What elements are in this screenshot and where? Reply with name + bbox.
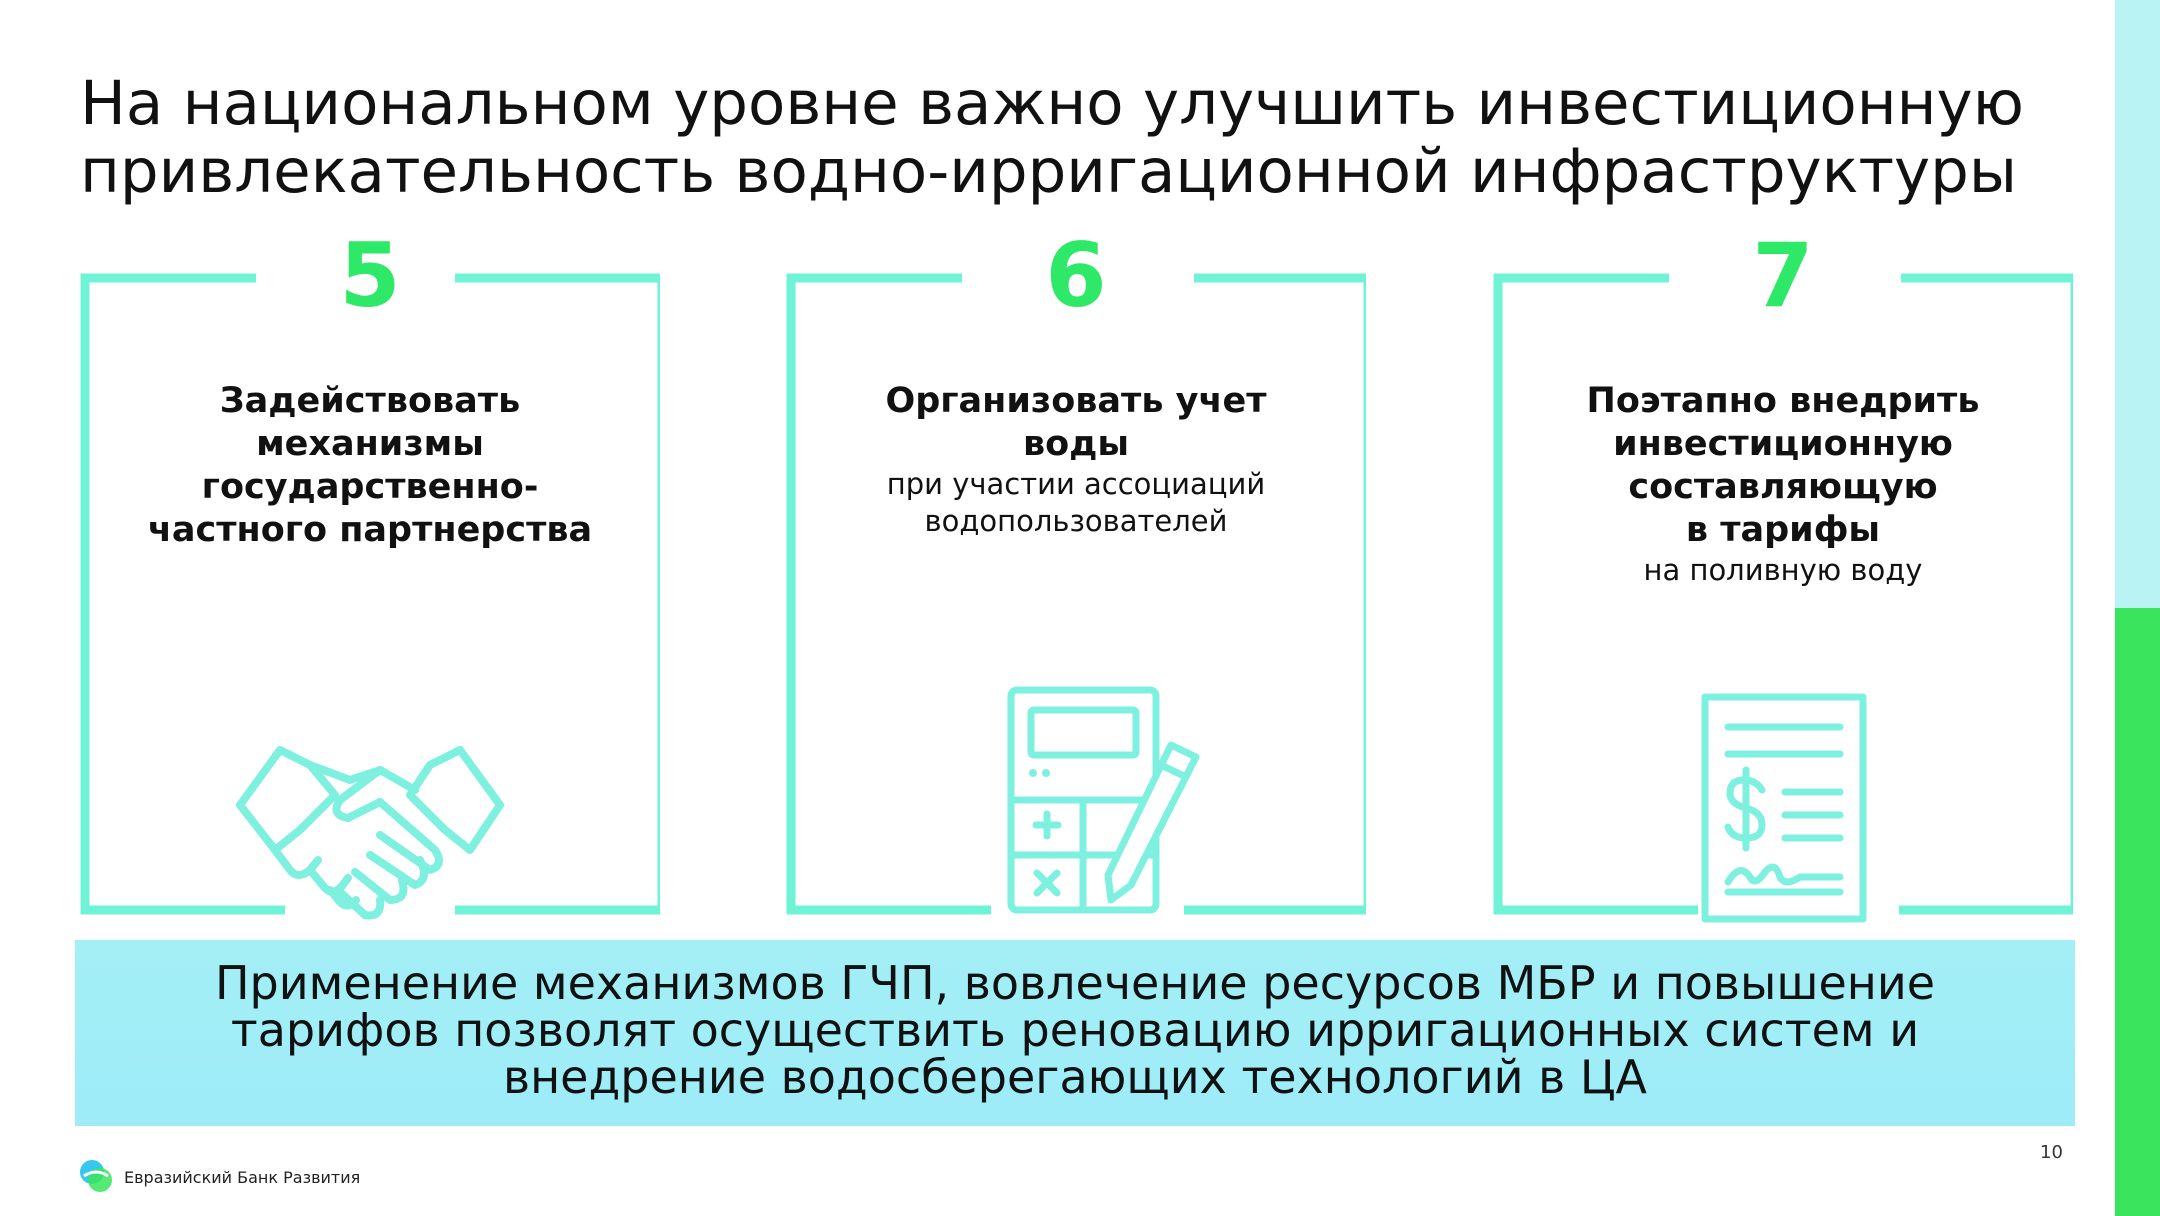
card-6-sub-1: при участии ассоциаций (886, 467, 1266, 501)
card-5-number: 5 (339, 224, 401, 327)
card-7-heading-3: составляющую (1628, 467, 1938, 507)
side-accent-bottom (2115, 608, 2160, 1216)
card-7-sub-1: на поливную воду (1643, 553, 1923, 587)
handshake-icon (230, 740, 510, 920)
banner-line-1: Применение механизмов ГЧП, вовлечение ресурсов МБР и повышение (214, 956, 1936, 1010)
card-7-text (1513, 380, 2053, 589)
card-7 (1493, 224, 2073, 916)
slide-title-line-1: На национальном уровне важно улучшить инвестиционную (80, 68, 2024, 139)
invoice-dollar-icon (1700, 692, 1870, 924)
card-7-number: 7 (1752, 224, 1814, 327)
card-7-heading-1: Поэтапно внедрить (1586, 381, 1980, 421)
banner-line-3: внедрение водосберегающих технологий в ЦА (502, 1050, 1648, 1104)
card-6-text (806, 380, 1346, 540)
slide-title (80, 70, 2080, 206)
calculator-pencil-icon (1006, 685, 1206, 915)
slide-title-line-2: привлекательность водно-ирригационной инфраструктуры (80, 136, 2018, 207)
side-accent-top (2115, 0, 2160, 608)
card-5-text (100, 380, 640, 552)
edb-logo-icon (78, 1158, 114, 1194)
card-5-heading-3: государственно- (201, 467, 539, 507)
banner-line-2: тарифов позволят осуществить реновацию ирригационных систем и (230, 1003, 1920, 1057)
card-6-number: 6 (1045, 224, 1107, 327)
page-number: 10 (2040, 1142, 2063, 1163)
card-6-heading-2: воды (1022, 424, 1130, 464)
card-5 (80, 224, 660, 916)
card-5-heading-2: механизмы (256, 424, 484, 464)
footer-org-name: Евразийский Банк Развития (124, 1168, 361, 1187)
card-7-heading-4: в тарифы (1685, 510, 1881, 550)
card-5-heading-4: частного партнерства (147, 510, 593, 550)
card-6-heading-1: Организовать учет (885, 381, 1267, 421)
card-7-heading-2: инвестиционную (1613, 424, 1953, 464)
card-5-heading-1: Задействовать (219, 381, 521, 421)
conclusion-banner (75, 940, 2075, 1126)
card-6 (786, 224, 1366, 916)
card-6-sub-2: водопользователей (924, 504, 1228, 538)
